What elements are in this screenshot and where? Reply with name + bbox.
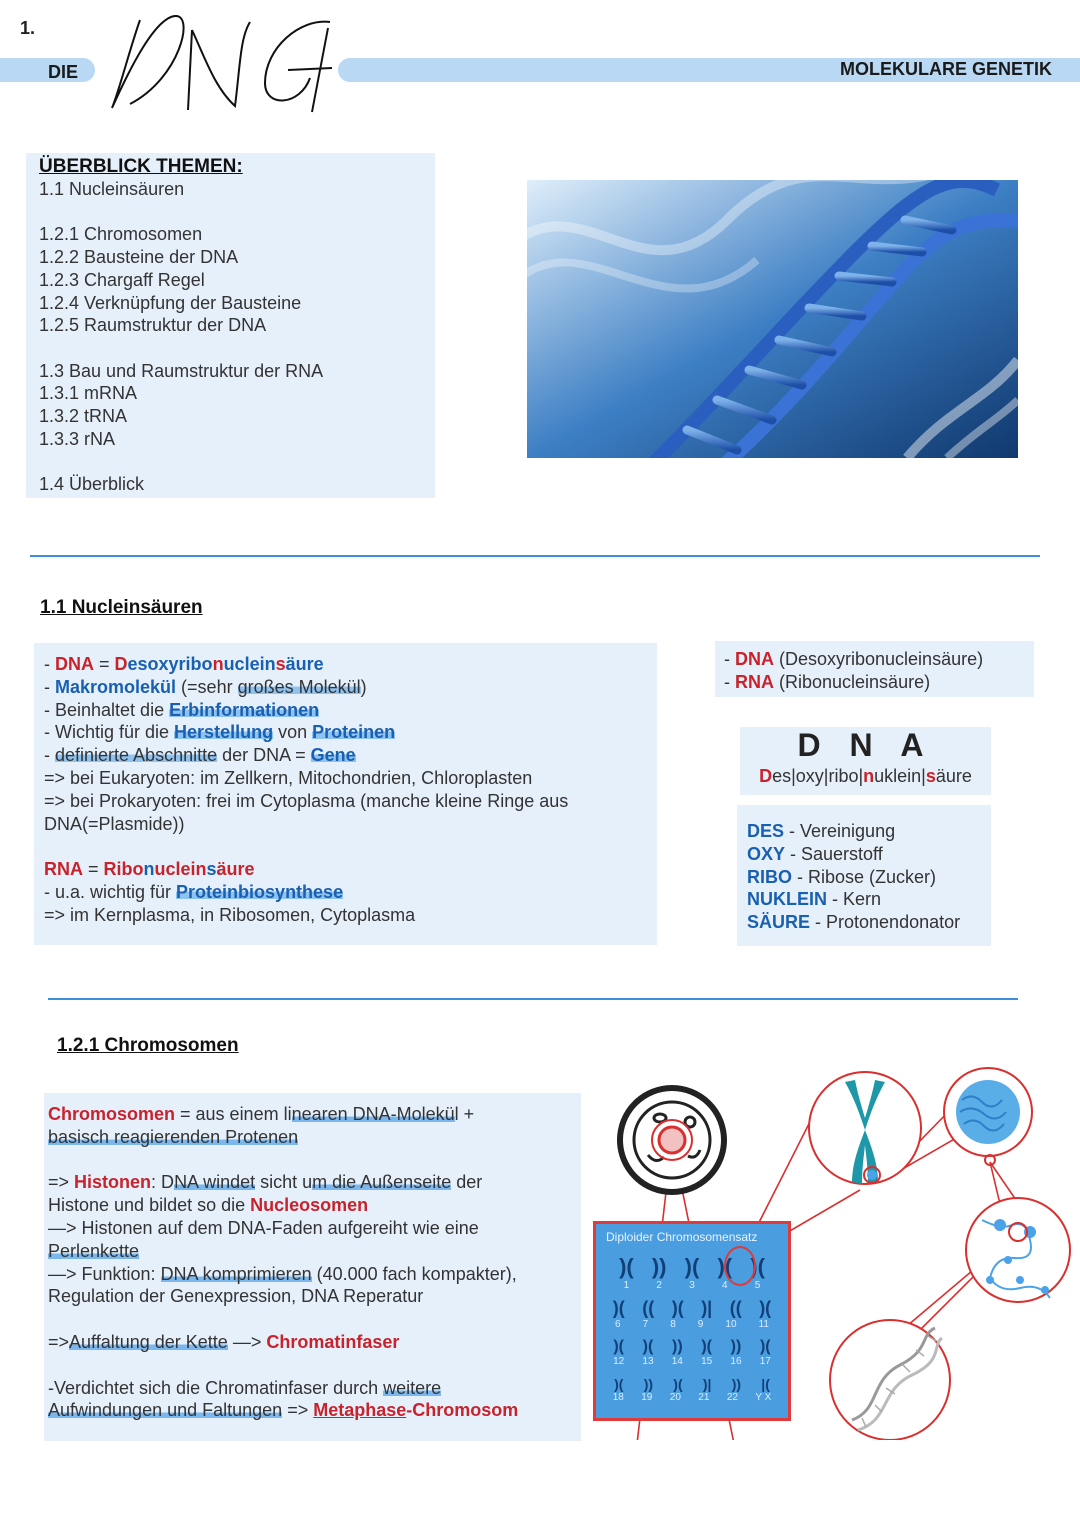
double-helix-circle	[830, 1320, 950, 1440]
nuc-line-kernplasma: => im Kernplasma, in Ribosomen, Cytoplasma	[44, 904, 416, 925]
karyotype-label: 10	[725, 1319, 737, 1330]
divider-1	[30, 555, 1040, 557]
overview-item: 1.4 Überblick	[39, 474, 145, 495]
chr-line-perlenkette: Perlenkette	[48, 1240, 140, 1261]
chr-line-funktion: —> Funktion: DNA komprimieren (40.000 fach kompakter),	[48, 1263, 517, 1284]
karyotype-label: 6	[615, 1319, 621, 1330]
chr-line-verdichtet: -Verdichtet sich die Chromatinfaser durch weitere	[48, 1377, 442, 1398]
karyotype-label: 15	[701, 1356, 713, 1367]
chr-spacer	[48, 1354, 581, 1377]
overview-item: 1.3.3 rNA	[39, 428, 116, 449]
chr-line-definition: Chromosomen = aus einem linearen DNA-Molekül +	[48, 1104, 475, 1124]
chr-line-regulation: Regulation der Genexpression, DNA Reperatur	[48, 1286, 424, 1307]
karyotype-label: 5	[754, 1280, 761, 1291]
overview-item: 1.1 Nucleinsäuren	[39, 179, 185, 199]
chromatin-circle	[944, 1068, 1032, 1165]
overview-item: 1.2.2 Bausteine der DNA	[39, 247, 239, 268]
overview-item: 1.3.2 tRNA	[39, 406, 128, 426]
chr-line-histonen: => Histonen: DNA windet sicht um die Außenseite der	[48, 1172, 483, 1193]
nucleosome-circle	[966, 1198, 1070, 1302]
nuc-line-rna: RNA = Ribonucleinsäure	[44, 859, 255, 880]
karyotype-highlight-circle	[724, 1246, 756, 1286]
karyotype-label: 13	[642, 1356, 654, 1367]
abbreviation-box	[715, 641, 1034, 697]
karyotype-label: 14	[671, 1356, 683, 1367]
nuc-line-erbinformationen: - Beinhaltet die Erbinformationen	[44, 699, 320, 720]
overview-item: 1.2.4 Verknüpfung der Bausteine	[39, 292, 302, 313]
karyotype-label: 21	[698, 1392, 710, 1403]
karyotype-label: 3	[689, 1280, 695, 1291]
karyotype-box	[593, 1221, 791, 1421]
header-die-label: DIE	[48, 62, 79, 82]
karyotype-row-4: )( )) )( )| )) |( 18 19 20 21 22 Y X	[612, 1376, 772, 1403]
karyotype-label: 7	[642, 1319, 649, 1330]
nuc-line-plasmide: DNA(=Plasmide))	[44, 813, 185, 834]
karyotype-label: 16	[730, 1356, 742, 1367]
karyotype-label: 1	[623, 1280, 630, 1291]
abbr-line-rna: - RNA (Ribonucleinsäure)	[724, 671, 931, 692]
karyotype-label: 4	[722, 1280, 728, 1291]
overview-item	[39, 450, 435, 473]
header-subject-label: MOLEKULARE GENETIK	[839, 59, 1052, 79]
meaning-row: OXY - Sauerstoff	[747, 843, 883, 864]
overview-item: 1.2.1 Chromosomen	[39, 224, 203, 245]
dna-letters-box	[740, 727, 991, 795]
karyotype-label: 9	[697, 1319, 704, 1330]
meaning-row: DES - Vereinigung	[747, 821, 896, 841]
dna-helix-image	[527, 180, 1018, 458]
chr-line-nucleosomen: Histone und bildet so die Nucleosomen	[48, 1195, 369, 1216]
overview-item	[39, 337, 435, 360]
dna-word-split: Des|oxy|ribo|nuklein|säure	[759, 766, 972, 786]
divider-2	[48, 998, 1018, 1000]
karyotype-label: 20	[669, 1392, 681, 1403]
karyotype-label: 12	[613, 1356, 625, 1367]
overview-box	[26, 153, 435, 498]
karyotype-label: 22	[726, 1392, 738, 1403]
meaning-row: NUKLEIN - Kern	[747, 889, 882, 910]
karyotype-label: 8	[670, 1319, 676, 1330]
karyotype-label: 17	[759, 1356, 771, 1367]
nucleinsaeuren-box	[34, 643, 657, 945]
overview-item	[39, 201, 435, 224]
overview-item: 1.3.1 mRNA	[39, 383, 138, 404]
meaning-row: SÄURE - Protonendonator	[747, 912, 961, 933]
x-chromosome-circle	[809, 1072, 921, 1184]
chr-line-proteine: basisch reagierenden Protenen	[48, 1126, 299, 1147]
nuc-line-prokaryoten: => bei Prokaryoten: frei im Cytoplasma (manche kleine Ringe aus	[44, 790, 569, 811]
cell-icon	[620, 1088, 724, 1192]
nuc-line-makromolekuel: - Makromolekül (=sehr großes Molekül)	[44, 676, 367, 697]
karyotype-row-3: )( )( )) )( )) )( 12 13 14 15 16 17	[613, 1338, 771, 1367]
chr-line-aufgereiht: —> Histonen auf dem DNA-Faden aufgereiht wie eine	[48, 1217, 479, 1238]
word-meaning-box	[737, 805, 991, 946]
chromosomen-box	[44, 1093, 581, 1441]
karyotype-row-1: )( )) )( )( )( 1 2 3 4 5	[619, 1254, 765, 1291]
nuc-line-gene: - definierte Abschnitte der DNA = Gene	[44, 745, 356, 766]
chr-spacer	[48, 1149, 581, 1172]
chr-line-metaphase: Aufwindungen und Faltungen => Metaphase-Chromosom	[48, 1400, 519, 1421]
karyotype-label: 18	[612, 1392, 624, 1403]
dna-letters: D N A	[797, 727, 934, 763]
karyotype-title: Diploider Chromosomensatz	[606, 1230, 758, 1244]
section-title-chromosomen: 1.2.1 Chromosomen	[57, 1035, 239, 1056]
chr-spacer	[48, 1308, 581, 1331]
chr-line-auffaltung: =>Auffaltung der Kette —> Chromatinfaser	[48, 1331, 400, 1352]
overview-heading: ÜBERBLICK THEMEN:	[39, 156, 243, 177]
overview-item: 1.2.3 Chargaff Regel	[39, 269, 205, 290]
nuc-spacer	[44, 835, 657, 858]
meaning-row: RIBO - Ribose (Zucker)	[747, 866, 937, 887]
karyotype-label: 11	[758, 1319, 769, 1330]
karyotype-row-2: )( (( )( )| (( )( 6 7 8 9 10 11	[612, 1298, 772, 1330]
overview-item: 1.2.5 Raumstruktur der DNA	[39, 315, 267, 336]
overview-item: 1.3 Bau und Raumstruktur der RNA	[39, 360, 324, 381]
karyotype-label: Y X	[755, 1392, 772, 1403]
page-number: 1.	[20, 18, 36, 38]
section-title-nucleinsaeuren: 1.1 Nucleinsäuren	[40, 597, 203, 618]
nuc-line-proteine: - Wichtig für die Herstellung von Proteinen	[44, 722, 396, 743]
nuc-line-eukaryoten: => bei Eukaryoten: im Zellkern, Mitochondrien, Chloroplasten	[44, 767, 533, 788]
nuc-line-dna: - DNA = Desoxyribonucleinsäure	[44, 654, 324, 674]
abbr-line-dna: - DNA (Desoxyribonucleinsäure)	[724, 649, 984, 669]
karyotype-label: 19	[641, 1392, 653, 1403]
karyotype-label: 2	[656, 1280, 662, 1291]
handwritten-dna-title	[100, 8, 340, 118]
nuc-line-proteinbiosynthese: - u.a. wichtig für Proteinbiosynthese	[44, 881, 344, 902]
